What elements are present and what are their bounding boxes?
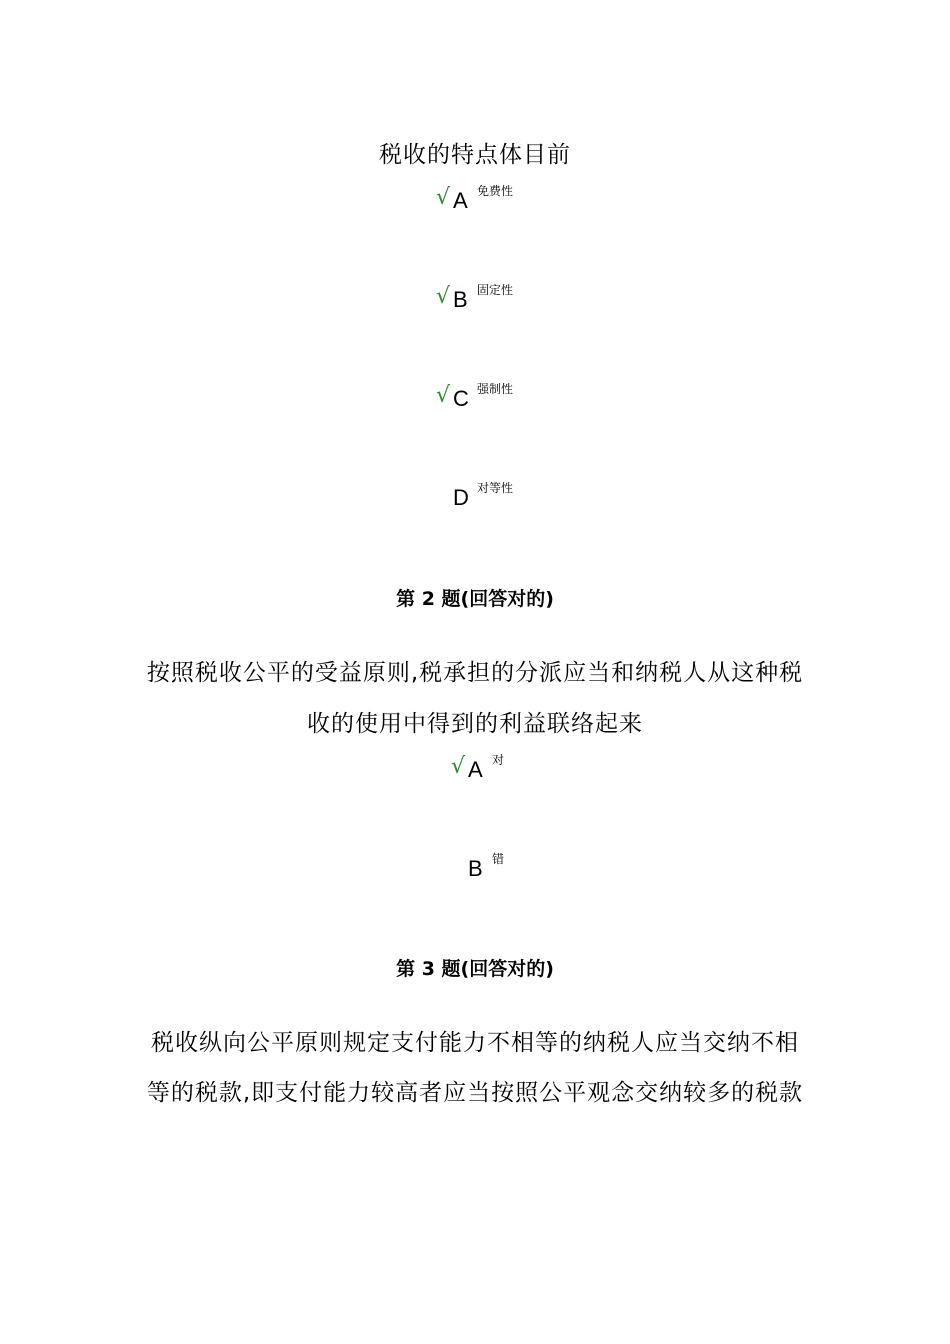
checkmark-icon: √ — [436, 185, 451, 210]
checkmark-icon: √ — [436, 284, 451, 309]
option-text: 强制性 — [477, 382, 514, 396]
option-letter: D — [453, 485, 469, 510]
option-letter: B — [468, 856, 483, 881]
q2-stem-line2: 收的使用中得到的利益联络起来 — [307, 711, 643, 737]
checkmark-icon: √ — [451, 754, 466, 779]
q3-stem-line2: 等的税款,即支付能力较高者应当按照公平观念交纳较多的税款 — [146, 1080, 804, 1106]
q3-heading: 第 3 题(回答对的) — [396, 958, 554, 980]
option-text: 固定性 — [477, 283, 514, 297]
option-text: 对等性 — [477, 481, 514, 495]
option-text: 错 — [492, 852, 505, 866]
option-letter: B — [453, 287, 468, 312]
option-text: 免费性 — [477, 184, 514, 198]
q3-stem-line1: 税收纵向公平原则规定支付能力不相等的纳税人应当交纳不相 — [151, 1030, 799, 1056]
option-text: 对 — [492, 753, 505, 767]
option-letter: A — [468, 757, 483, 782]
option-letter: A — [453, 188, 468, 213]
q1-stem: 税收的特点体目前 — [379, 142, 571, 168]
q2-stem-line1: 按照税收公平的受益原则,税承担的分派应当和纳税人从这种税 — [146, 660, 804, 686]
option-letter: C — [453, 386, 469, 411]
q2-heading: 第 2 题(回答对的) — [396, 588, 554, 610]
checkmark-icon: √ — [436, 383, 451, 408]
